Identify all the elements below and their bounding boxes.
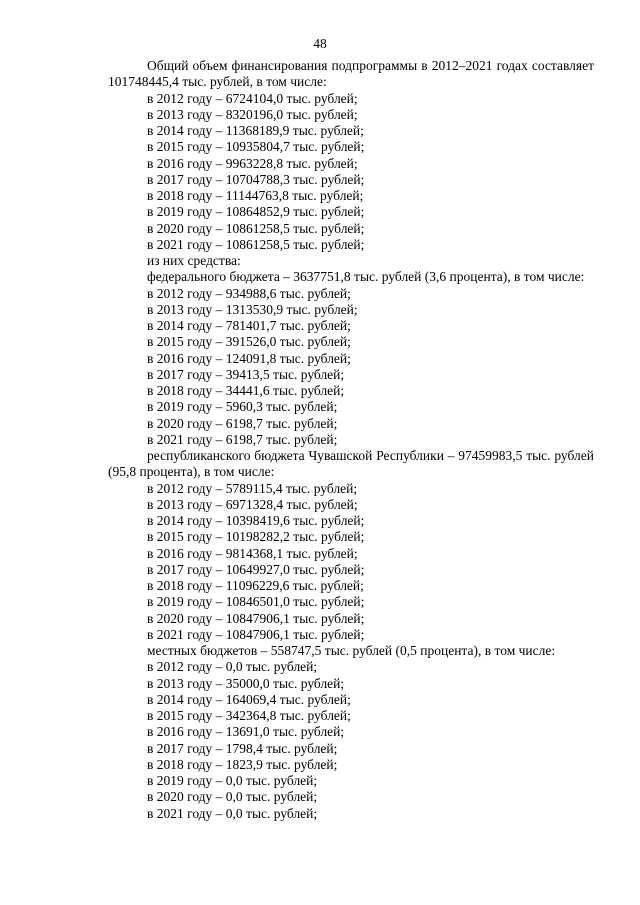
list-item: в 2013 году – 1313530,9 тыс. рублей;: [147, 301, 358, 317]
list-item: в 2018 году – 1823,9 тыс. рублей;: [147, 756, 338, 772]
total-by-year-list: [108, 91, 594, 254]
list-item: в 2016 году – 124091,8 тыс. рублей;: [147, 350, 351, 366]
local-by-year-list: [108, 659, 594, 822]
list-item: в 2012 году – 0,0 тыс. рублей;: [147, 659, 318, 675]
list-item: в 2018 году – 34441,6 тыс. рублей;: [147, 383, 345, 398]
list-item: в 2016 году – 13691,0 тыс. рублей;: [147, 724, 345, 740]
list-item: в 2014 году – 10398419,6 тыс. рублей;: [147, 513, 365, 528]
list-item: в 2013 году – 6971328,4 тыс. рублей;: [147, 496, 358, 512]
list-item: в 2013 году – 35000,0 тыс. рублей;: [147, 675, 345, 691]
list-item: в 2021 году – 6198,7 тыс. рублей;: [147, 431, 338, 447]
republic-by-year-list: [108, 481, 594, 644]
list-item: в 2019 году – 0,0 тыс. рублей;: [147, 773, 318, 788]
federal-by-year-list: [108, 286, 594, 449]
republic-heading: республиканского бюджета Чувашской Республики – 97459983,5 тыс. рублей (95,8 процента), в том числе:: [108, 448, 594, 480]
list-item: в 2018 году – 11144763,8 тыс. рублей;: [147, 188, 364, 203]
list-item: в 2016 году – 9814368,1 тыс. рублей;: [147, 545, 358, 561]
list-item: в 2020 году – 6198,7 тыс. рублей;: [147, 415, 338, 431]
federal-heading: федерального бюджета – 3637751,8 тыс. рублей (3,6 процента), в том числе:: [147, 269, 585, 285]
list-item: в 2021 году – 10847906,1 тыс. рублей;: [147, 626, 365, 642]
list-item: в 2017 году – 10704788,3 тыс. рублей;: [147, 171, 365, 187]
list-item: в 2015 году – 391526,0 тыс. рублей;: [147, 334, 351, 350]
list-item: в 2017 году – 39413,5 тыс. рублей;: [147, 366, 345, 382]
list-item: в 2019 году – 10846501,0 тыс. рублей;: [147, 594, 365, 610]
list-item: в 2021 году – 10861258,5 тыс. рублей;: [147, 236, 365, 252]
list-item: в 2021 году – 0,0 тыс. рублей;: [147, 805, 318, 821]
list-item: в 2015 году – 10935804,7 тыс. рублей;: [147, 139, 365, 155]
list-item: в 2014 году – 781401,7 тыс. рублей;: [147, 318, 351, 333]
document-body: [108, 58, 594, 822]
list-item: в 2016 году – 9963228,8 тыс. рублей;: [147, 155, 358, 171]
intro-paragraph: Общий объем финансирования подпрограммы в 2012–2021 годах составляет 101748445,4 тыс. рублей, в том числе:: [108, 58, 594, 90]
list-item: в 2012 году – 6724104,0 тыс. рублей;: [147, 90, 358, 106]
list-item: в 2019 году – 10864852,9 тыс. рублей;: [147, 204, 365, 220]
sources-heading: из них средства:: [147, 253, 241, 268]
list-item: в 2018 году – 11096229,6 тыс. рублей;: [147, 578, 364, 593]
list-item: в 2017 году – 10649927,0 тыс. рублей;: [147, 561, 365, 577]
list-item: в 2012 году – 5789115,4 тыс. рублей;: [147, 480, 358, 496]
page-number: 48: [313, 36, 327, 51]
list-item: в 2015 году – 342364,8 тыс. рублей;: [147, 708, 351, 723]
list-item: в 2020 году – 0,0 тыс. рублей;: [147, 789, 318, 805]
list-item: в 2017 году – 1798,4 тыс. рублей;: [147, 740, 338, 756]
list-item: в 2014 году – 164069,4 тыс. рублей;: [147, 691, 351, 707]
list-item: в 2012 году – 934988,6 тыс. рублей;: [147, 285, 351, 301]
list-item: в 2019 году – 5960,3 тыс. рублей;: [147, 399, 338, 415]
list-item: в 2013 году – 8320196,0 тыс. рублей;: [147, 106, 358, 122]
list-item: в 2020 году – 10847906,1 тыс. рублей;: [147, 610, 365, 626]
list-item: в 2014 году – 11368189,9 тыс. рублей;: [147, 123, 364, 138]
list-item: в 2020 году – 10861258,5 тыс. рублей;: [147, 220, 365, 236]
list-item: в 2015 году – 10198282,2 тыс. рублей;: [147, 529, 365, 545]
local-heading: местных бюджетов – 558747,5 тыс. рублей (0,5 процента), в том числе:: [147, 643, 556, 658]
